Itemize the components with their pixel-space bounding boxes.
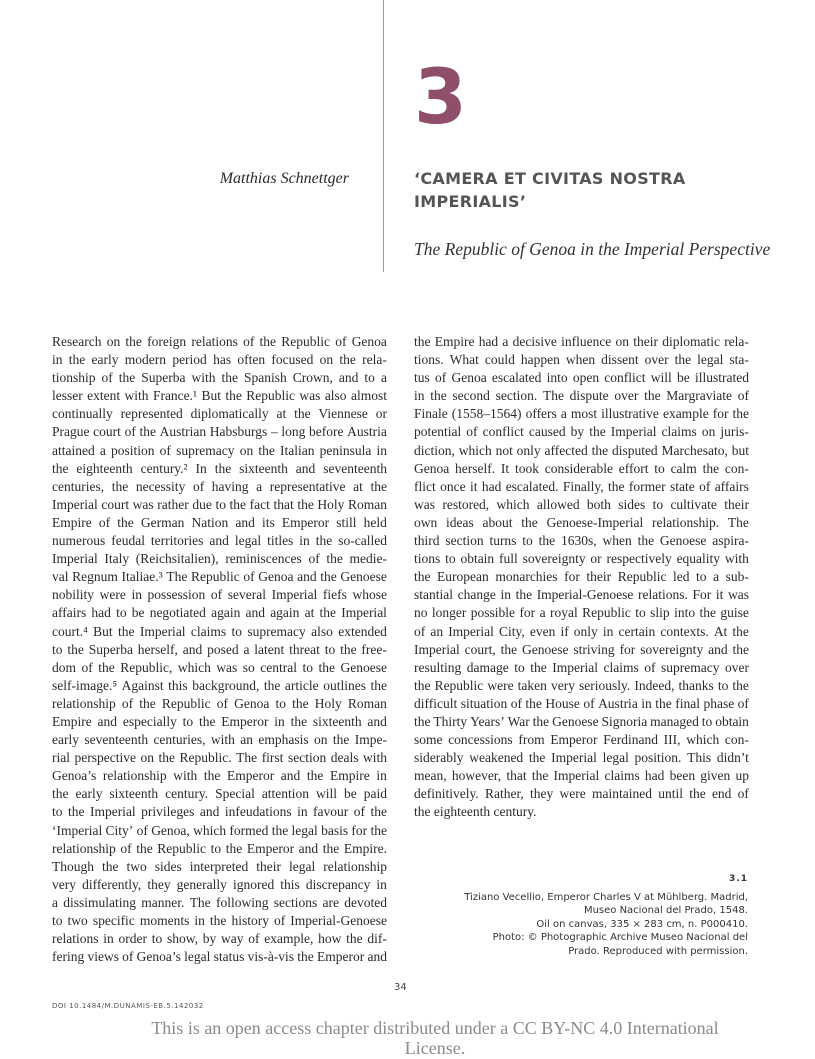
text-line: of an Imperial City, even if only in certain contexts. At the	[414, 623, 749, 639]
text-line: continually represented diplomatically at the Viennese or	[52, 406, 387, 422]
text-line: diction, which not only affected the disputed Marchesato, but	[414, 442, 749, 458]
text-line: Though the two sides interpreted their legal relationship	[52, 858, 387, 874]
text-line: val Regnum Italiae.³ The Republic of Genoa and the Genoese	[52, 569, 387, 585]
caption-line: Oil on canvas, 335 × 283 cm, n. P000410.	[536, 918, 748, 930]
license-notice: This is an open access chapter distributed under a CC BY-NC 4.0 International License.	[151, 1018, 719, 1058]
text-line: early seventeenth centuries, with an emphasis on the Impe-	[52, 732, 387, 748]
caption-line: Tiziano Vecellio, Emperor Charles V at Mühlberg. Madrid,	[464, 891, 748, 903]
text-line: the European monarchies for their Republic led to a sub-	[414, 569, 749, 585]
text-line: to the Superba herself, and posed a latent threat to the free-	[52, 641, 387, 657]
text-line: definitively. Rather, they were maintained until the end of	[414, 786, 749, 802]
text-line: tionship of the Superba with the Spanish Crown, and to a	[52, 370, 387, 386]
text-line: Imperial court, the Genoese striving for sovereignty and the	[414, 641, 749, 657]
text-line: mean, however, that the Imperial claims had been given up	[414, 768, 749, 784]
text-line: lesser extent with France.¹ But the Republic was also almost	[52, 388, 387, 404]
text-line: rial perspective on the Republic. The first section deals with	[52, 750, 387, 766]
text-line: some concessions from Emperor Ferdinand III, which con-	[414, 732, 749, 748]
text-line: to the Imperial privileges and infeudations in favour of the	[52, 804, 387, 820]
text-line: to two specific moments in the history of Imperial-Genoese	[52, 913, 387, 928]
text-line: potential of conflict caused by the Imperial claims on juris-	[414, 424, 749, 440]
text-line: tions to obtain full sovereignty or respectively equality with	[414, 551, 749, 567]
text-line: tions. What could happen when dissent over the legal sta-	[414, 352, 749, 368]
chapter-title: ‘CAMERA ET CIVITAS NOSTRA IMPERIALIS’	[414, 169, 686, 211]
text-line: a dissimulating manner. The following sections are devoted	[52, 894, 387, 910]
text-line: tus of Genoa escalated into open conflict will be illustrated	[414, 370, 749, 386]
text-line: Genoa herself. It took considerable effort to calm the con-	[414, 460, 749, 476]
text-line: attained a position of supremacy on the Italian peninsula in	[52, 442, 387, 458]
text-line: in the second section. The dispute over the Margraviate of	[414, 388, 749, 404]
header-divider	[383, 0, 384, 272]
doi-text: DOI 10.1484/M.DUNAMIS-EB.5.142032	[52, 1002, 204, 1010]
text-line: Research on the foreign relations of the Republic of Genoa	[52, 334, 387, 349]
text-line: Imperial Italy (Reichsitalien), reminiscences of the medie-	[52, 551, 387, 567]
caption-line: Museo Nacional del Prado, 1548.	[583, 905, 748, 916]
text-line: the Empire had a decisive influence on their diplomatic rela-	[414, 334, 749, 349]
body-column-left	[52, 333, 387, 966]
text-line: siderably weakened the Imperial legal position. This didn’t	[414, 750, 749, 766]
text-line: relationship of the Republic of Genoa to the Holy Roman	[52, 695, 387, 711]
text-line: the eighteenth century.² In the sixteenth and seventeenth	[52, 460, 387, 476]
text-line: Finale (1558–1564) offers a most illustrative example for the	[414, 406, 749, 422]
text-line: self-image.⁵ Against this background, the article outlines the	[52, 677, 387, 693]
text-line: nobility were in possession of several Imperial fiefs whose	[52, 587, 387, 603]
text-line: the Republic were taken very seriously. Indeed, thanks to the	[414, 677, 749, 693]
text-line: numerous feudal territories and legal titles in the so-called	[52, 533, 387, 549]
chapter-subtitle: The Republic of Genoa in the Imperial Perspective	[414, 239, 771, 259]
text-line: the eighteenth century.	[414, 804, 537, 820]
text-line: Empire of the German Nation and its Emperor still held	[52, 514, 387, 530]
figure-caption	[428, 873, 748, 958]
figure-label: 3.1	[729, 874, 748, 884]
text-line: Imperial court was rather due to the fact that the Holy Roman	[52, 496, 387, 512]
body-column-right	[414, 333, 749, 822]
text-line: was restored, which allowed both sides to cultivate their	[414, 496, 749, 512]
text-line: relationship of the Republic to the Emperor and the Empire.	[52, 840, 387, 856]
text-line: relations in order to show, by way of example, how the dif-	[52, 931, 387, 947]
text-line: in the early modern period has often focused on the rela-	[52, 352, 387, 368]
text-line: stantial change in the Imperial-Genoese relations. For it was	[414, 587, 749, 603]
text-line: very differently, they generally ignored this discrepancy in	[52, 876, 387, 892]
text-line: dom of the Republic, which was so central to the Genoese	[52, 659, 387, 675]
text-line: court.⁴ But the Imperial claims to supremacy also extended	[52, 623, 387, 639]
text-line: fering views of Genoa’s legal status vis-à-vis the Emperor and	[52, 949, 387, 965]
chapter-number: 3	[414, 52, 467, 141]
text-line: Empire and especially to the Emperor in the sixteenth and	[52, 713, 387, 729]
text-line: difficult situation of the House of Austria in the final phase of	[414, 695, 749, 711]
author-name: Matthias Schnettger	[219, 170, 349, 187]
text-line: ‘Imperial City’ of Genoa, which formed the legal basis for the	[52, 822, 387, 838]
page-number: 34	[394, 982, 407, 993]
caption-line: Photo: © Photographic Archive Museo Nacional del	[492, 932, 748, 943]
text-line: resulting damage to the Imperial claims of supremacy over	[414, 659, 749, 675]
text-line: Genoa’s relationship with the Emperor and the Empire in	[52, 768, 387, 784]
caption-line: Prado. Reproduced with permission.	[568, 945, 748, 957]
text-line: no longer possible for a royal Republic to slip into the guise	[414, 605, 749, 621]
text-line: own ideas about the Genoese-Imperial relationship. The	[414, 514, 749, 530]
text-line: Prague court of the Austrian Habsburgs – long before Austria	[52, 424, 387, 440]
text-line: centuries, the necessity of having a representative at the	[52, 478, 387, 494]
text-line: third section turns to the 1630s, when the Genoese aspira-	[414, 533, 749, 549]
text-line: affairs had to be negotiated again and again at the Imperial	[52, 605, 387, 621]
text-line: flict once it had escalated. Finally, the former state of affairs	[414, 478, 749, 494]
text-line: the early sixteenth century. Special attention will be paid	[52, 786, 387, 802]
text-line: the Thirty Years’ War the Genoese Signoria managed to obtain	[414, 713, 749, 729]
